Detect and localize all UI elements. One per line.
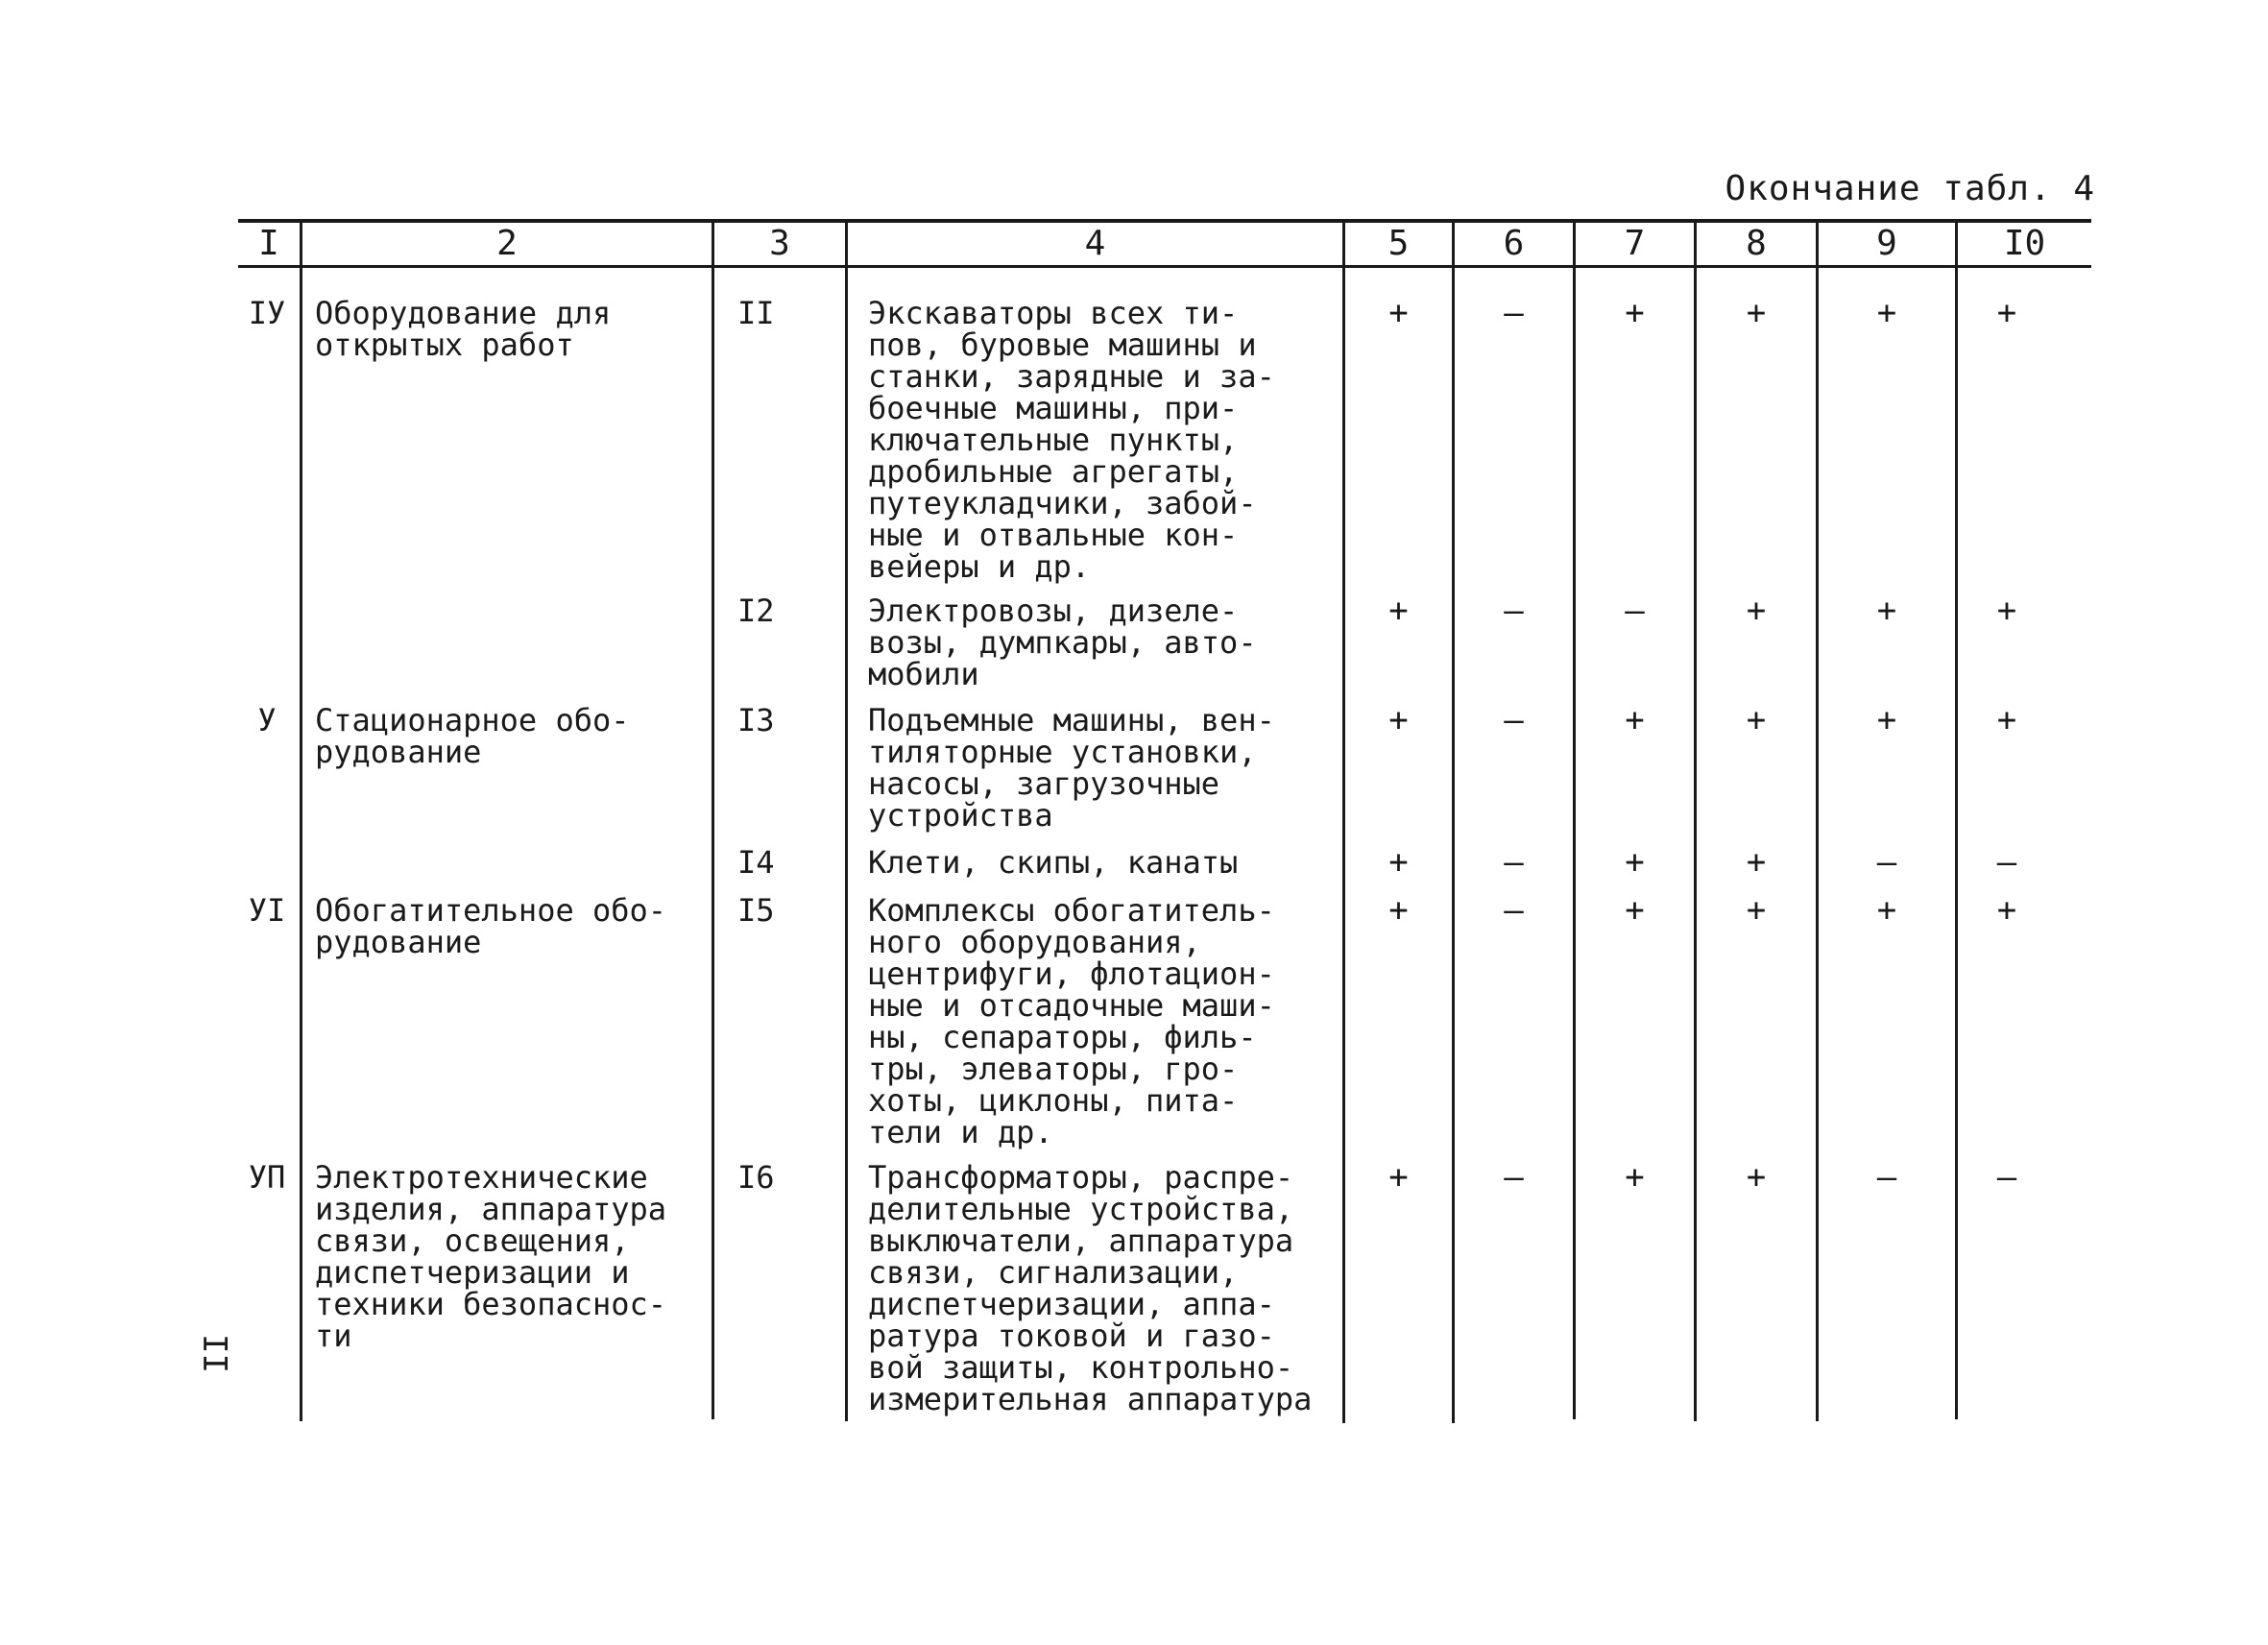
column-divider bbox=[712, 221, 714, 1419]
row-sign: + bbox=[1388, 701, 1409, 739]
column-divider bbox=[845, 221, 848, 1421]
column-divider bbox=[1342, 221, 1345, 1423]
header-col-4: 4 bbox=[1084, 224, 1106, 263]
column-divider bbox=[1816, 221, 1819, 1421]
row-description: Трансформаторы, распре- делительные устройства, выключатели, аппаратура связи, сигнализации, диспетчеризации, аппа- ратура токовой и газо- вой защиты, контрольно- измерительная аппаратура bbox=[868, 1159, 1313, 1417]
row-code: I4 bbox=[737, 844, 775, 881]
table-caption: Окончание табл. 4 bbox=[1725, 169, 2095, 208]
column-divider bbox=[300, 221, 302, 1421]
page-margin-number: II bbox=[198, 1334, 236, 1373]
header-col-8: 8 bbox=[1746, 224, 1767, 263]
row-sign: – bbox=[1876, 1158, 1897, 1197]
row-sign: + bbox=[1388, 592, 1409, 630]
row-sign: + bbox=[1746, 592, 1767, 630]
row-sign: + bbox=[1746, 891, 1767, 930]
header-col-6: 6 bbox=[1503, 224, 1525, 263]
table-top-rule bbox=[238, 219, 2091, 223]
row-sign: – bbox=[1504, 891, 1524, 930]
row-group-name: Обогатительное обо- рудование bbox=[315, 892, 667, 960]
row-group-number: УП bbox=[248, 1159, 286, 1196]
row-sign: + bbox=[1996, 891, 2017, 930]
column-divider bbox=[1955, 221, 1958, 1419]
row-sign: – bbox=[1504, 1158, 1524, 1197]
row-sign: – bbox=[1504, 294, 1524, 332]
row-group-number: УI bbox=[248, 892, 286, 929]
row-code: I3 bbox=[737, 702, 775, 738]
row-sign: – bbox=[1996, 843, 2017, 882]
row-sign: + bbox=[1996, 592, 2017, 630]
row-group-name: Оборудование для открытых работ bbox=[315, 295, 612, 363]
row-group-name: Стационарное обо- рудование bbox=[315, 702, 630, 770]
row-sign: + bbox=[1625, 701, 1645, 739]
table-header-rule bbox=[238, 265, 2091, 268]
row-sign: + bbox=[1746, 701, 1767, 739]
row-code: I5 bbox=[737, 892, 775, 929]
row-sign: + bbox=[1625, 843, 1645, 882]
row-code: II bbox=[737, 295, 775, 331]
row-description: Клети, скипы, канаты bbox=[868, 844, 1239, 881]
row-description: Экскаваторы всех ти- пов, буровые машины и станки, зарядные и за- боечные машины, при- ключательные пункты, дробильные агрегаты, путеукладчики, забой- ные и отвальные кон- вейеры и др. bbox=[868, 295, 1275, 585]
row-sign: + bbox=[1625, 1158, 1645, 1197]
row-sign: + bbox=[1876, 592, 1897, 630]
header-col-5: 5 bbox=[1387, 224, 1410, 263]
row-group-number: У bbox=[257, 702, 277, 738]
row-sign: + bbox=[1876, 294, 1897, 332]
equipment-table bbox=[238, 219, 2091, 1421]
row-sign: – bbox=[1504, 701, 1524, 739]
row-group-number: IУ bbox=[248, 295, 286, 331]
row-sign: + bbox=[1876, 891, 1897, 930]
row-sign: + bbox=[1388, 891, 1409, 930]
row-code: I6 bbox=[737, 1159, 775, 1196]
row-sign: – bbox=[1625, 592, 1645, 630]
header-col-2: 2 bbox=[496, 224, 518, 263]
header-col-10: I0 bbox=[2003, 224, 2046, 263]
row-sign: + bbox=[1388, 1158, 1409, 1197]
row-sign: – bbox=[1504, 843, 1524, 882]
column-divider bbox=[1452, 221, 1455, 1423]
header-col-7: 7 bbox=[1624, 224, 1646, 263]
row-sign: + bbox=[1746, 294, 1767, 332]
row-sign: + bbox=[1996, 294, 2017, 332]
row-sign: + bbox=[1996, 701, 2017, 739]
row-code: I2 bbox=[737, 593, 775, 629]
row-sign: + bbox=[1746, 1158, 1767, 1197]
row-description: Подъемные машины, вен- тиляторные установки, насосы, загрузочные устройства bbox=[868, 702, 1275, 834]
row-sign: – bbox=[1996, 1158, 2017, 1197]
row-sign: + bbox=[1388, 294, 1409, 332]
row-sign: – bbox=[1876, 843, 1897, 882]
row-sign: – bbox=[1504, 592, 1524, 630]
row-sign: + bbox=[1625, 891, 1645, 930]
row-description: Комплексы обогатитель- ного оборудования, центрифуги, флотацион- ные и отсадочные маши- ны, сепараторы, филь- тры, элеваторы, гро- хоты, циклоны, пита- тели и др. bbox=[868, 892, 1275, 1150]
row-sign: + bbox=[1388, 843, 1409, 882]
row-group-name: Электротехнические изделия, аппаратура связи, освещения, диспетчеризации и техники безопаснос- ти bbox=[315, 1159, 667, 1354]
header-col-1: I bbox=[258, 224, 279, 263]
header-col-9: 9 bbox=[1876, 224, 1897, 263]
column-divider bbox=[1694, 221, 1697, 1421]
row-sign: + bbox=[1625, 294, 1645, 332]
row-description: Электровозы, дизеле- возы, думпкары, авто- мобили bbox=[868, 593, 1257, 692]
row-sign: + bbox=[1876, 701, 1897, 739]
column-divider bbox=[1573, 221, 1576, 1419]
row-sign: + bbox=[1746, 843, 1767, 882]
header-col-3: 3 bbox=[769, 224, 790, 263]
